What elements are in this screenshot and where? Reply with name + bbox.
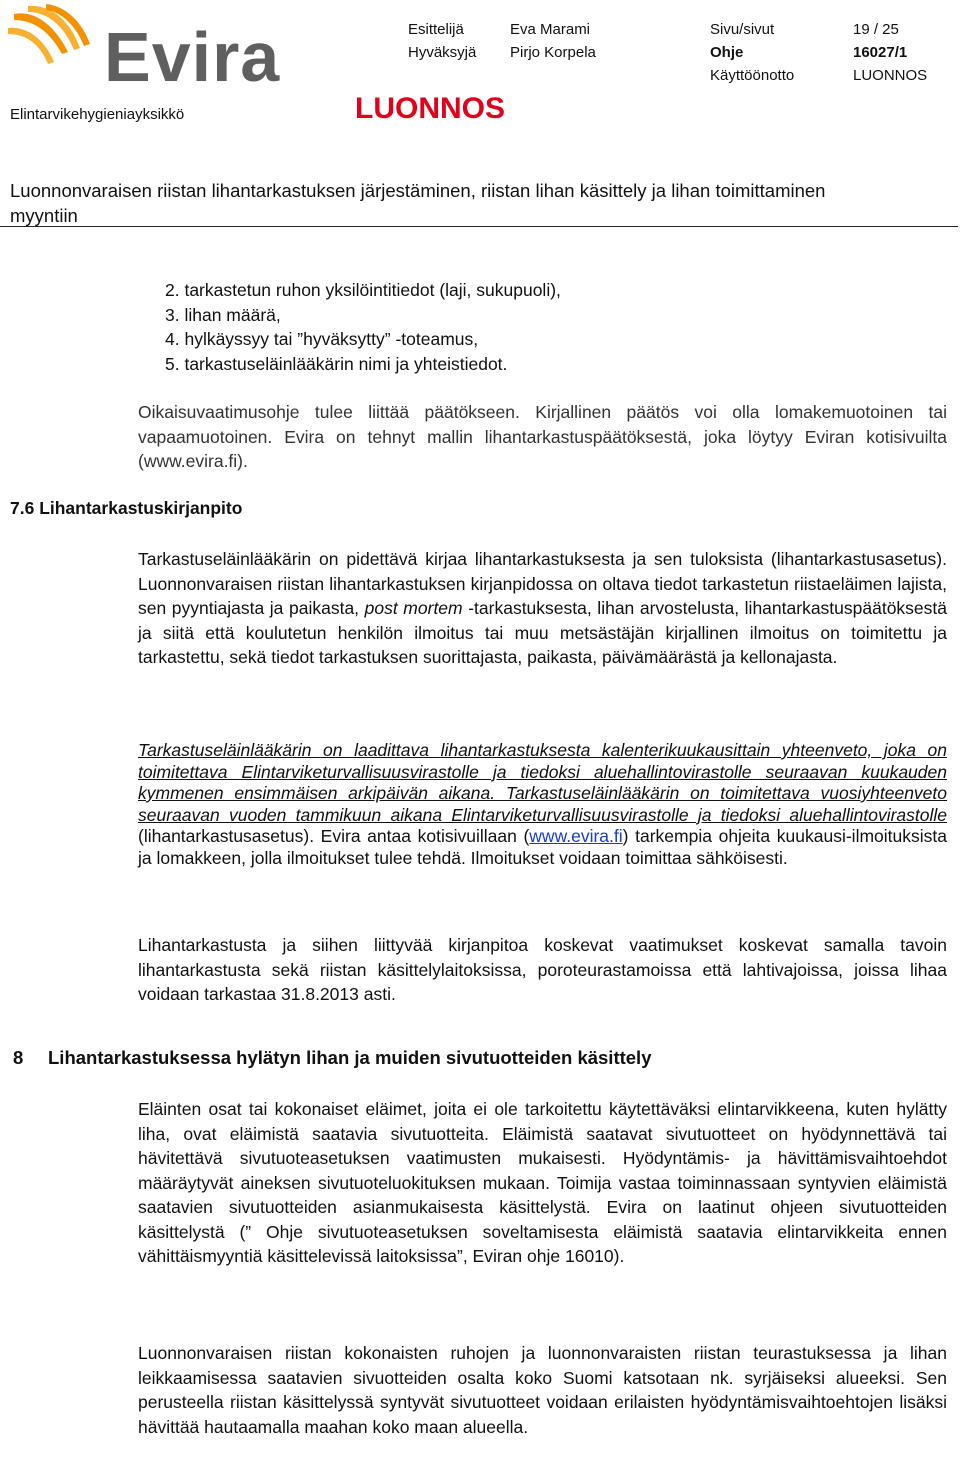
header-divider [0,226,958,227]
page-value: 19 / 25 [853,21,899,38]
section-8-heading: Lihantarkastuksessa hylätyn lihan ja muiden sivutuotteiden käsittely [48,1047,652,1068]
document-title: Luonnonvaraisen riistan lihantarkastuksen järjestäminen, riistan lihan käsittely ja lihan toimittaminen myyntiin [10,180,826,226]
approver-label: Hyväksyjä [408,44,477,61]
list-item: 2. tarkastetun ruhon yksilöintitiedot (laji, sukupuoli), [165,280,561,300]
section-8-paragraph-2: Luonnonvaraisen riistan kokonaisten ruhojen ja luonnonvaraisten riistan teurastuksessa ja lihan leikkaamisessa saatavien sivuotteiden osalta koko Suomi katsotaan nk. syrjäiseksi alueeksi. Sen perusteella riistan käsittelyssä syntyvät sivutuotteet voidaan erilaisten hyödyntämisvaihtoehtojen lisäksi hävittää hautaamalla maahan koko maan alueella. [138,1343,947,1437]
evira-logo-text: Evira [104,18,281,96]
list-item: 5. tarkastuseläinlääkärin nimi ja yhteistiedot. [165,353,508,374]
adoption-label: Käyttöönotto [710,67,795,84]
text-run-emphasis: Tarkastuseläinlääkärin on laadittava lihantarkastuksesta kalenterikuukausittain yhteenveto, joka on toimitettava Elintarviketurvallisuusvirastolle ja tiedoksi aluehallintovirastolle seuraavan kuukauden kymmenen ensimmäisen arkipäivän aikana. Tarkastuseläinlääkärin on toimitettava vuosiyhteenveto seuraavan vuoden tammikuun aikana Elintarviketurvallisuusvirastolle ja tiedoksi aluehallintovirastolle [138,740,947,825]
evira-website-link[interactable]: www.evira.fi [529,826,623,846]
unit-name: Elintarvikehygieniayksikkö [10,106,185,123]
appeal-paragraph: Oikaisuvaatimusohje tulee liittää päätökseen. Kirjallinen päätös voi olla lomakemuotoinen tai vapaamuotoinen. Evira on tehnyt mallin lihantarkastuspäätöksestä, joka löytyy Eviran kotisivuilta (www.evira.fi). [138,402,947,471]
approver-name: Pirjo Korpela [510,44,596,61]
presenter-name: Eva Marami [510,21,591,38]
doc-type: Ohje [710,44,744,61]
evira-swoosh-icon [6,4,106,90]
text-run-italic: post mortem [364,598,463,618]
adoption-value: LUONNOS [853,67,928,84]
section-7-6-paragraph-3: Lihantarkastusta ja siihen liittyvää kirjanpitoa koskevat vaatimukset koskevat samalla tavoin lihantarkastusta sekä riistan käsittelylaitoksissa, poroteurastamoissa että lahtivajoissa, joissa lihaa voidaan tarkastaa 31.8.2013 asti. [138,935,947,1004]
section-8-number: 8 [13,1047,24,1068]
section-7-6-paragraph-1 [138,547,947,670]
list-item: 3. lihan määrä, [165,304,281,325]
section-8-paragraph-1: Eläinten osat tai kokonaiset eläimet, joita ei ole tarkoitettu käytettäväksi elintarvikkeena, kuten hylätty liha, ovat eläimistä saatavia sivutuotteita. Eläimistä saatavat sivutuotteet on hyödynnettävä tai hävitettävä sivutuoteasetuksen vaatimusten mukaisesti. Hyödyntämis- ja hävittämisvaihtoehdot määräytyvät aineksen sivutuoteluokituksen mukaan. Toimija vastaa toiminnassaan syntyvien eläimistä saatavien sivutuotteiden asianmukaisesta käsittelystä. Evira on laatinut ohjeen sivutuotteiden käsittelystä (” Ohje sivutuoteasetuksen soveltamisesta eläimistä saatavia elintarvikkeita ennen vähittäismyyntiä käsittelevissä laitoksissa”, Eviran ohje 16010). [138,1099,947,1266]
text-run: -tarkastuksesta, lihan arvostelusta, lihantarkastuspäätöksestä ja siitä että koulutetun henkilön ilmoitus tai muu metsästäjän kirjallinen ilmoitus on toimitettu ja tarkastettu, sekä tiedot tarkastuksen suorittajasta, paikasta, päivämäärästä ja kellonajasta. [138,598,948,667]
doc-number: 16027/1 [853,44,908,61]
draft-label: LUONNOS [355,92,505,125]
text-run: Tarkastuseläinlääkärin on pidettävä kirjaa lihantarkastuksesta ja sen tuloksista (lihantarkastusasetus). Luonnonvaraisen riistan lihantarkastuksen kirjanpidossa on oltava tiedot tarkastetun riistaeläimen lajista, sen pyyntiajasta ja paikasta, [138,549,947,618]
evira-logo [6,4,281,96]
section-7-6-paragraph-2 [138,740,947,869]
text-run: ) tarkempia ohjeita kuukausi-ilmoituksista ja lomakkeen, jolla ilmoitukset tulee tehdä. Ilmoitukset voidaan toimittaa sähköisesti. [138,826,947,868]
page-label: Sivu/sivut [710,21,775,38]
section-7-6-heading: 7.6 Lihantarkastuskirjanpito [10,498,243,518]
inspection-details-list [165,278,561,376]
text-run: (lihantarkastusasetus). Evira antaa kotisivuillaan ( [138,826,530,846]
list-item: 4. hylkäyssyy tai ”hyväksytty” -toteamus, [165,329,479,349]
presenter-label: Esittelijä [408,21,464,38]
